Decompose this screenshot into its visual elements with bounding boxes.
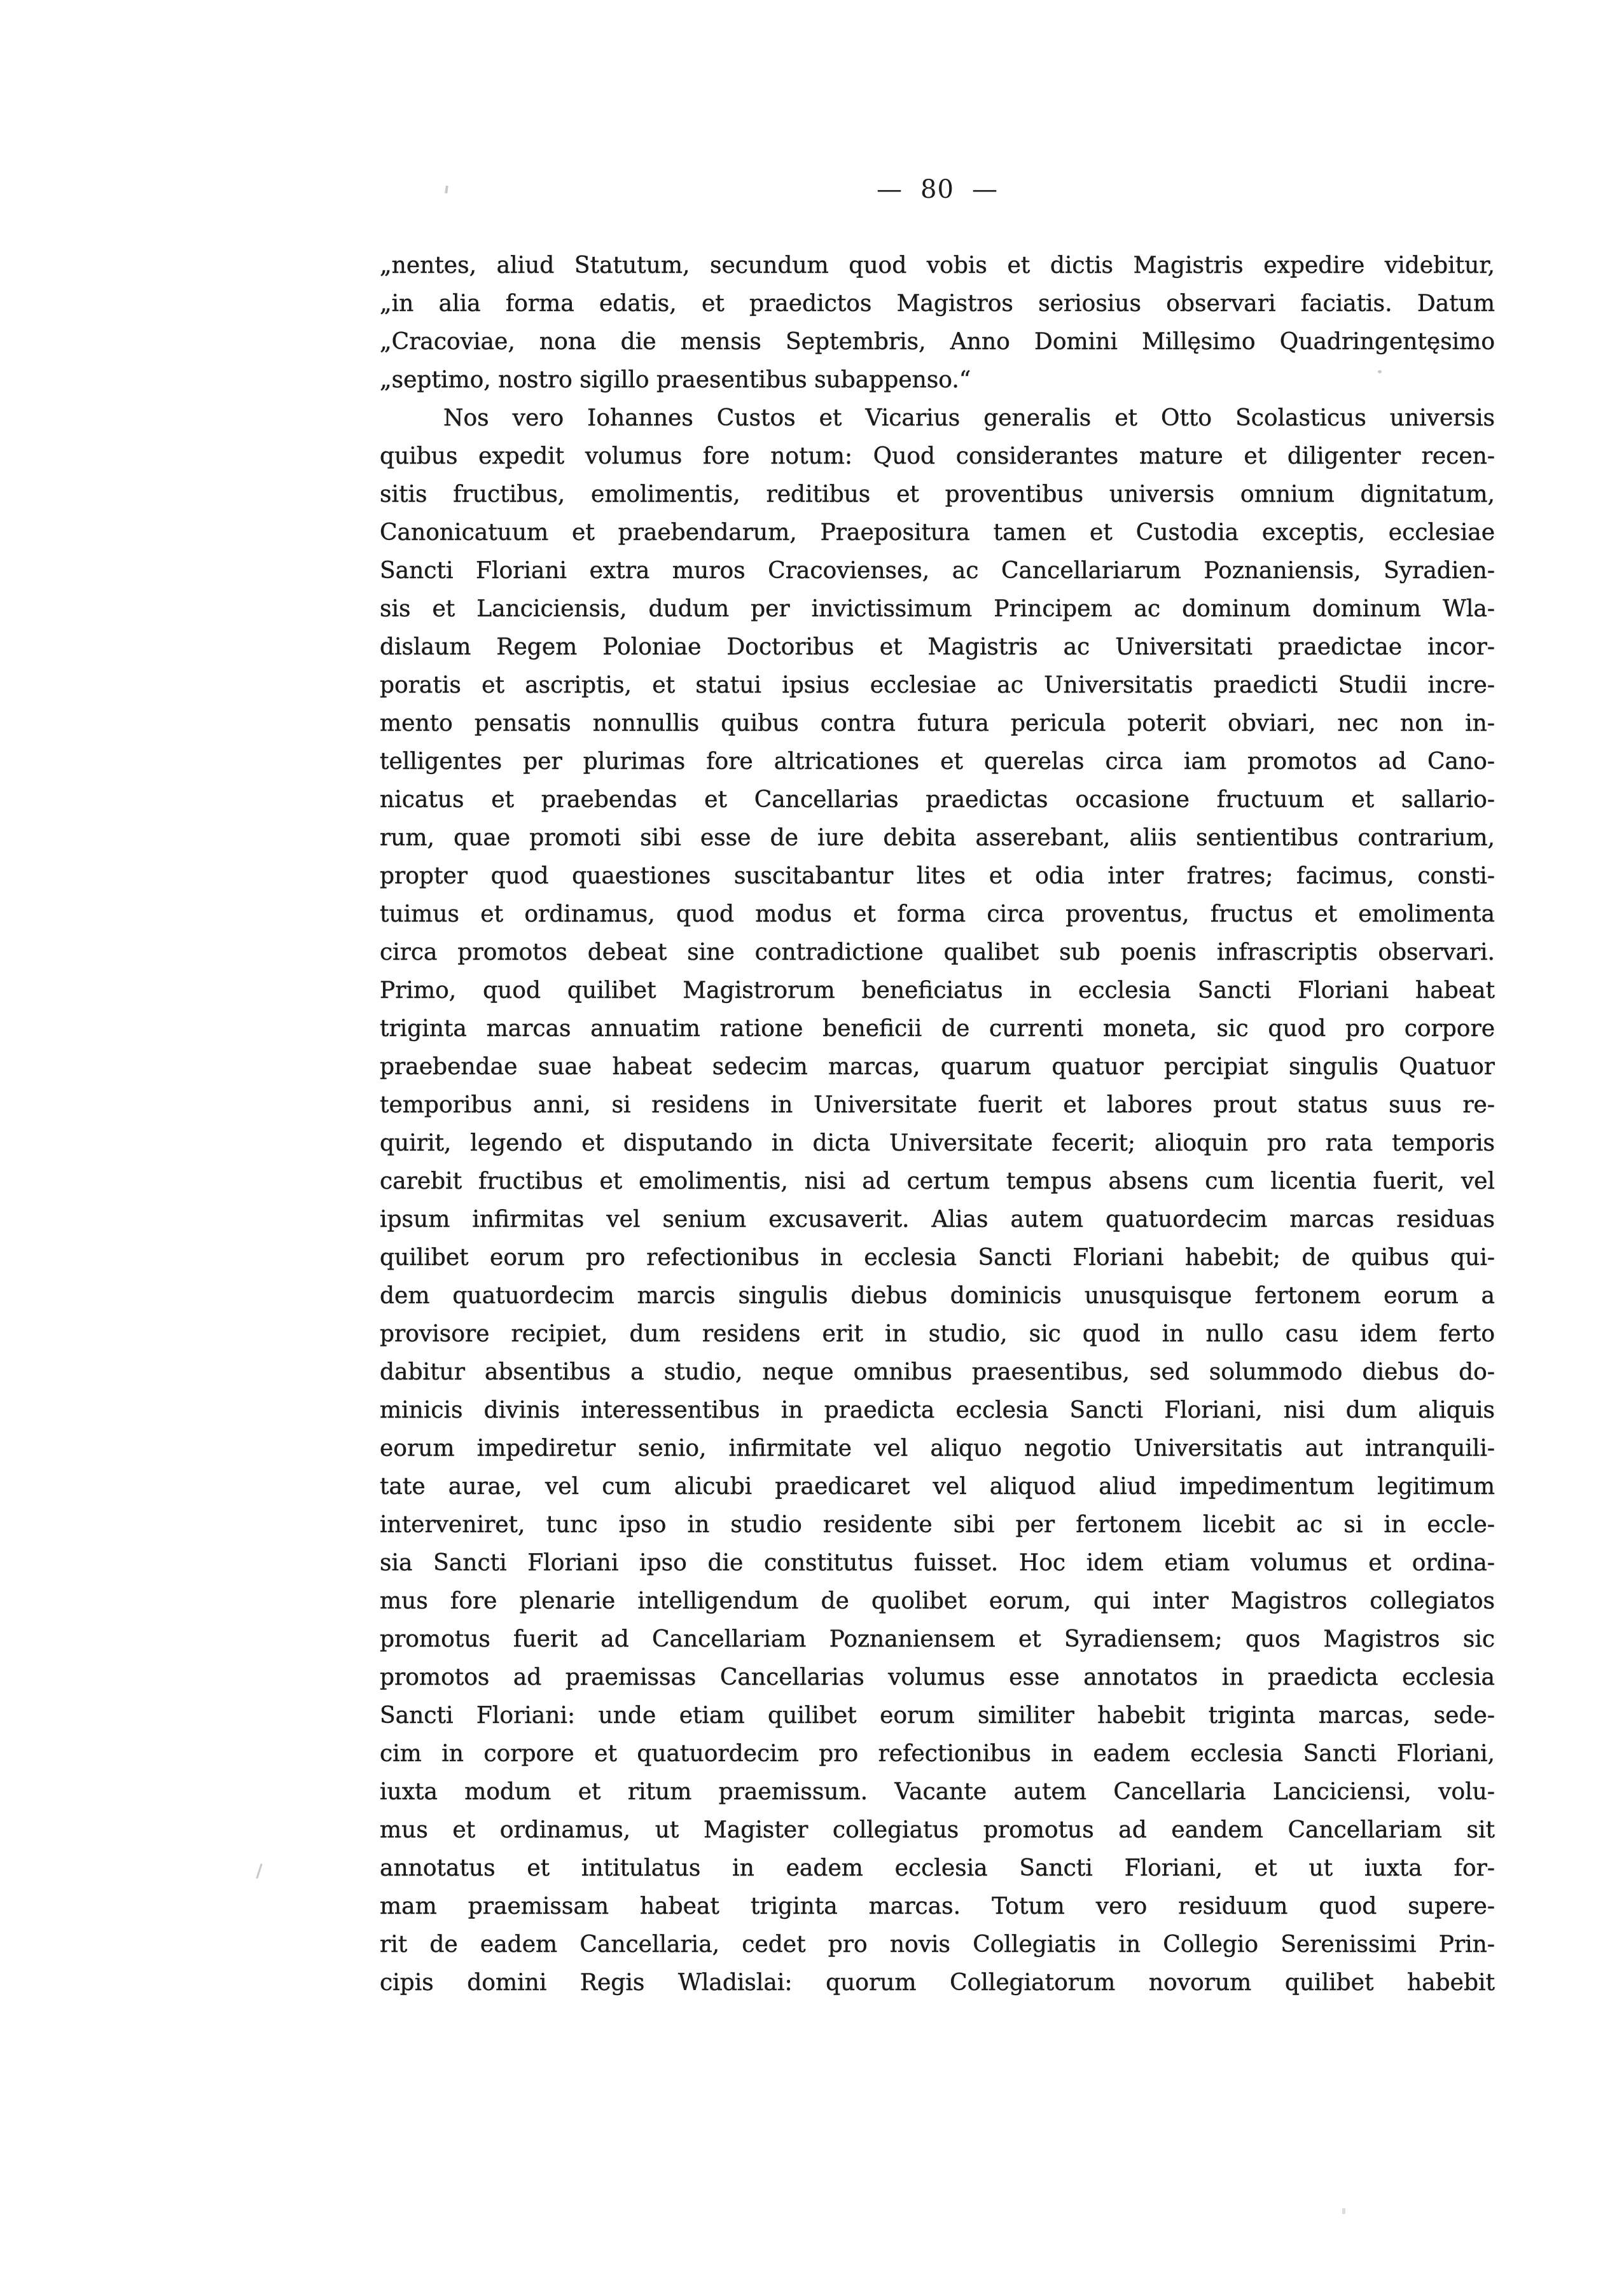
text-line: „nentes, aliud Statutum, secundum quod vobis et dictis Magistris expedire videbitur,	[380, 252, 1495, 279]
text-line: dabitur absentibus a studio, neque omnibus praesentibus, sed solummodo diebus do-	[380, 1359, 1495, 1385]
text-line: dislaum Regem Poloniae Doctoribus et Magistris ac Universitati praedictae incor-	[380, 634, 1495, 660]
text-line: nicatus et praebendas et Cancellarias praedictas occasione fructuum et sallario-	[380, 787, 1495, 813]
text-line: mus et ordinamus, ut Magister collegiatus promotus ad eandem Cancellariam sit	[380, 1817, 1495, 1843]
text-line: sis et Lanciciensis, dudum per invictissimum Principem ac dominum dominum Wla-	[380, 596, 1495, 622]
text-line: triginta marcas annuatim ratione beneficii de currenti moneta, sic quod pro corpore	[380, 1016, 1495, 1042]
text-line: eorum impediretur senio, infirmitate vel aliquo negotio Universitatis aut intranquili-	[380, 1435, 1495, 1462]
text-line: dem quatuordecim marcis singulis diebus dominicis unusquisque fertonem eorum a	[380, 1283, 1495, 1309]
page-number: 80	[920, 175, 954, 204]
text-line: Sancti Floriani extra muros Cracovienses, ac Cancellariarum Poznaniensis, Syradien-	[380, 558, 1495, 584]
text-line: tuimus et ordinamus, quod modus et forma circa proventus, fructus et emolimenta	[380, 901, 1495, 927]
text-line: sitis fructibus, emolimentis, reditibus et proventibus universis omnium dignitatum,	[380, 481, 1495, 508]
text-line: promotos ad praemissas Cancellarias volumus esse annotatos in praedicta ecclesia	[380, 1664, 1495, 1691]
text-line: mento pensatis nonnullis quibus contra futura pericula poterit obviari, nec non in-	[380, 710, 1495, 737]
text-line: cipis domini Regis Wladislai: quorum Collegiatorum novorum quilibet habebit	[380, 1970, 1495, 1996]
text-line: circa promotos debeat sine contradictione qualibet sub poenis infrascriptis observari.	[380, 939, 1495, 965]
text-line: quilibet eorum pro refectionibus in ecclesia Sancti Floriani habebit; de quibus qui-	[380, 1245, 1495, 1271]
text-line: rit de eadem Cancellaria, cedet pro novis Collegiatis in Collegio Serenissimi Prin-	[380, 1932, 1495, 1958]
text-line: praebendae suae habeat sedecim marcas, quarum quatuor percipiat singulis Quatuor	[380, 1054, 1495, 1080]
text-line: sia Sancti Floriani ipso die constitutus fuisset. Hoc idem etiam volumus et ordina-	[380, 1550, 1495, 1576]
scan-artifact	[1378, 370, 1382, 373]
text-line: telligentes per plurimas fore altricationes et querelas circa iam promotos ad Cano-	[380, 749, 1495, 775]
text-line: minicis divinis interessentibus in praedicta ecclesia Sancti Floriani, nisi dum aliquis	[380, 1397, 1495, 1423]
page-header	[380, 170, 1495, 209]
scan-artifact	[1342, 2208, 1345, 2214]
text-line: rum, quae promoti sibi esse de iure debita asserebant, aliis sentientibus contrarium,	[380, 825, 1495, 851]
text-line: cim in corpore et quatuordecim pro refectionibus in eadem ecclesia Sancti Floriani,	[380, 1741, 1495, 1767]
header-dash-right: —	[971, 175, 998, 204]
text-line: Nos vero Iohannes Custos et Vicarius generalis et Otto Scolasticus universis	[443, 405, 1495, 431]
text-line: poratis et ascriptis, et statui ipsius ecclesiae ac Universitatis praedicti Studii incre-	[380, 672, 1495, 698]
text-line: „septimo, nostro sigillo praesentibus subappenso.“	[380, 367, 971, 393]
text-line: Primo, quod quilibet Magistrorum beneficiatus in ecclesia Sancti Floriani habeat	[380, 978, 1495, 1004]
text-line: provisore recipiet, dum residens erit in studio, sic quod in nullo casu idem ferto	[380, 1321, 1495, 1347]
text-line: Sancti Floriani: unde etiam quilibet eorum similiter habebit triginta marcas, sede-	[380, 1703, 1495, 1729]
scan-artifact	[256, 1864, 262, 1879]
text-line: ipsum infirmitas vel senium excusaverit. Alias autem quatuordecim marcas residuas	[380, 1207, 1495, 1233]
text-line: promotus fuerit ad Cancellariam Poznaniensem et Syradiensem; quos Magistros sic	[380, 1626, 1495, 1652]
text-line: temporibus anni, si residens in Universitate fuerit et labores prout status suus re-	[380, 1092, 1495, 1118]
text-line: mus fore plenarie intelligendum de quolibet eorum, qui inter Magistros collegiatos	[380, 1588, 1495, 1614]
text-line: tate aurae, vel cum alicubi praedicaret vel aliquod aliud impedimentum legitimum	[380, 1474, 1495, 1500]
text-line: propter quod quaestiones suscitabantur lites et odia inter fratres; facimus, consti-	[380, 863, 1495, 889]
text-line: iuxta modum et ritum praemissum. Vacante autem Cancellaria Lanciciensi, volu-	[380, 1779, 1495, 1805]
text-line: carebit fructibus et emolimentis, nisi ad certum tempus absens cum licentia fuerit, vel	[380, 1168, 1495, 1194]
text-line: quirit, legendo et disputando in dicta Universitate fecerit; alioquin pro rata temporis	[380, 1130, 1495, 1156]
text-line: „Cracoviae, nona die mensis Septembris, Anno Domini Millęsimo Quadringentęsimo	[380, 329, 1495, 355]
text-line: Canonicatuum et praebendarum, Praepositura tamen et Custodia exceptis, ecclesiae	[380, 520, 1495, 546]
text-line: „in alia forma edatis, et praedictos Magistros seriosius observari faciatis. Datum	[380, 291, 1495, 317]
text-line: annotatus et intitulatus in eadem ecclesia Sancti Floriani, et ut iuxta for-	[380, 1855, 1495, 1881]
text-block	[380, 247, 1495, 2002]
text-line: quibus expedit volumus fore notum: Quod considerantes mature et diligenter recen-	[380, 443, 1495, 469]
text-line: interveniret, tunc ipso in studio residente sibi per fertonem licebit ac si in eccle-	[380, 1512, 1495, 1538]
text-line: mam praemissam habeat triginta marcas. Totum vero residuum quod supere-	[380, 1893, 1495, 1919]
header-dash-left: —	[877, 175, 903, 204]
